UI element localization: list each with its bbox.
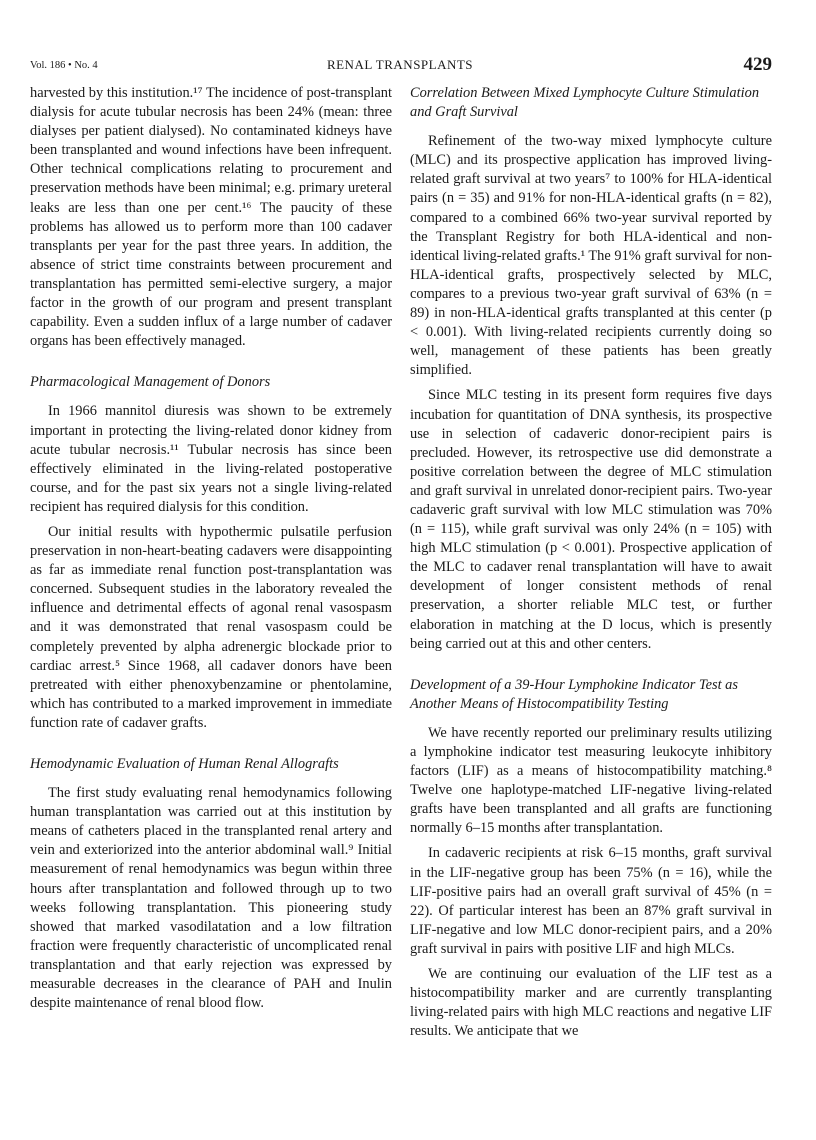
section-heading-lymphokine-test: Development of a 39-Hour Lymphokine Indicator Test as Another Means of Histocompatibility Testing [410, 676, 738, 712]
running-title: RENAL TRANSPLANTS [326, 57, 474, 72]
left-column [30, 84, 392, 1013]
paragraph: We have recently reported our preliminary results utilizing a lymphokine indicator test measuring leukocyte inhibitory factors (LIF) as a means of histocompatibility matching.⁸ Twelve one haplotype-matched LIF-negative living-related grafts have been transplanted and all grafts are functioning normally 6–15 months after transplantation. [410, 724, 772, 837]
paragraph: The first study evaluating renal hemodynamics following human transplantation was carried out at this institution by means of catheters placed in the transplanted renal artery and vein and exteriorized into the anterior abdominal wall.⁹ Initial measurement of renal hemodynamics was begun within three hours after transplantation and followed through up to two weeks following transplantation. This pioneering study showed that marked vasodilatation and a low filtration fraction were frequently characteristic of uncomplicated renal transplantation and that early rejection was expressed by measurable decreases in the clearance of PAH and Inulin despite maintenance of renal blood flow. [30, 785, 392, 1012]
page-number: 429 [743, 54, 772, 75]
paragraph: Refinement of the two-way mixed lymphocyte culture (MLC) and its prospective application has improved living-related graft survival at two years⁷ to 100% for HLA-identical pairs (n = 35) and 91% for non-HLA-identical grafts (n = 82), compared to a combined 66% two-year survival reported by the Transplant Registry for both HLA-identical and non-identical living-related grafts.¹ The 91% graft survival for non-HLA-identical grafts, prospectively selected by MLC, compares to a previous two-year graft survival of 63% (n = 89) in non-HLA-identical grafts transplanted at this center (p < 0.001). With living-related recipients currently doing so well, management of these patients has been greatly simplified. [410, 133, 772, 379]
running-header [28, 56, 772, 80]
paragraph: In 1966 mannitol diuresis was shown to be extremely important in protecting the living-related donor kidney from acute tubular necrosis.¹¹ Tubular necrosis has since been effectively eliminated in the living-related postoperative course, and for the past six years not a single living-related recipient has required dialysis for this condition. [30, 403, 392, 515]
section-heading-pharmacological-management: Pharmacological Management of Donors [30, 374, 271, 391]
section-heading-hemodynamic-evaluation: Hemodynamic Evaluation of Human Renal Allografts [30, 756, 339, 772]
paragraph: Our initial results with hypothermic pulsatile perfusion preservation in non-heart-beating cadavers were disappointing as far as immediate renal function post-transplantation was concerned. Subsequent studies in the laboratory revealed the influence and detrimental effects of agonal renal vasospasm and it was demonstrated that renal vasospasm could be completely prevented by alpha adrenergic blockade prior to cardiac arrest.⁵ Since 1968, all cadaver donors have been pretreated with either phenoxybenzamine or phentolamine, which has contributed to a marked improvement in immediate function rate of cadaver grafts. [30, 523, 392, 731]
paragraph: We are continuing our evaluation of the LIF test as a histocompatibility marker and are currently transplanting living-related pairs with high MLC reactions and negative LIF results. We anticipate that we [410, 966, 772, 1040]
continuation-paragraph: harvested by this institution.¹⁷ The incidence of post-transplant dialysis for acute tubular necrosis has been 24% (mean: three dialyses per patient dialysed). No contaminated kidneys have been transplanted and wound infections have been infrequent. Other technical complications relating to procurement and preservation methods have been minimal; e.g. primary ureteral leaks are less than one per cent.¹⁶ The paucity of these problems has allowed us to perform more than 100 cadaver transplants per year for the past three years. In addition, the absence of strict time constraints between procurement and transplantation has permitted semi-elective surgery, a major factor in the growth of our program and present transplant capability. Even a sudden influx of a large number of cadaver organs has been effectively managed. [30, 85, 392, 350]
section-heading-mlc-correlation: Correlation Between Mixed Lymphocyte Culture Stimulation and Graft Survival [410, 85, 760, 121]
paragraph: Since MLC testing in its present form requires five days incubation for quantitation of DNA synthesis, its prospective use in selection of cadaveric donor-recipient pairs is precluded. However, its retrospective use did demonstrate a positive correlation between the degree of MLC stimulation and graft survival in unrelated donor-recipient pairs. Two-year cadaveric graft survival with low MLC stimulation was 70% (n = 115), while graft survival was only 24% (n = 105) with high MLC stimulation (p < 0.001). Prospective application of the MLC to cadaver renal transplantation will have to await development of longer consistent methods of renal preservation, a shorter reliable MLC test, or further elaboration in matching at the D locus, which is presently being carried out at this and other centers. [410, 387, 772, 652]
journal-volume: Vol. 186 • No. 4 [30, 60, 98, 71]
paragraph: In cadaveric recipients at risk 6–15 months, graft survival in the LIF-negative group has been 75% (n = 16), while the LIF-positive pairs had an overall graft survival of 45% (n = 22). Of particular interest has been an 87% graft survival in LIF-negative and low MLC donor-recipient pairs, and a 20% graft survival in pairs with positive LIF and high MLCs. [410, 845, 772, 957]
right-column [410, 84, 772, 1041]
